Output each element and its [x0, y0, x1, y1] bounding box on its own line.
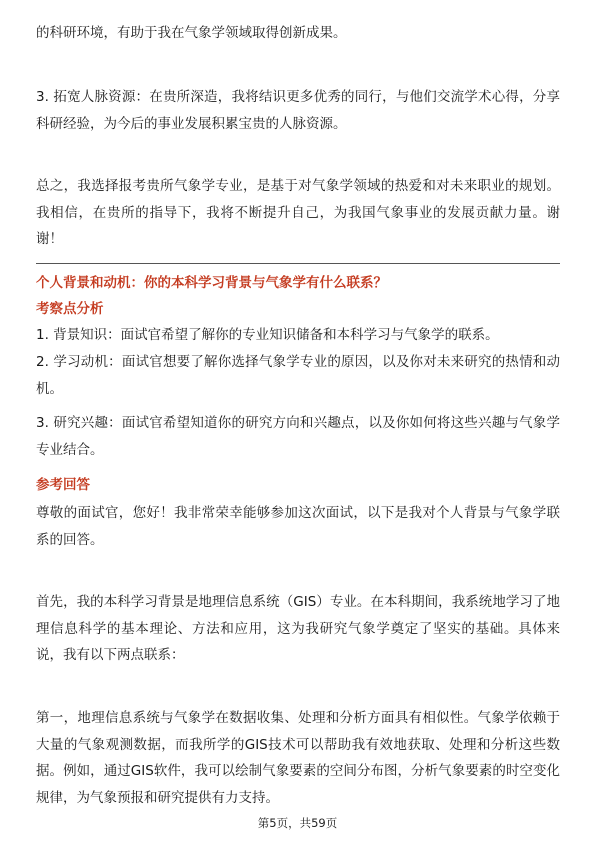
analysis-item-2: 2. 学习动机：面试官想要了解你选择气象学专业的原因，以及你对未来研究的热情和动机。: [36, 354, 560, 397]
answer-heading: 参考回答: [36, 477, 90, 493]
analysis-item-1: 1. 背景知识：面试官希望了解你的专业知识储备和本科学习与气象学的联系。: [36, 327, 499, 343]
answer-intro: 尊敬的面试官，您好！我非常荣幸能够参加这次面试，以下是我对个人背景与气象学联系的回答。: [36, 505, 560, 548]
paragraph-tail: 的科研环境，有助于我在气象学领域取得创新成果。: [36, 25, 347, 41]
analysis-heading: 考察点分析: [36, 301, 104, 317]
answer-paragraph-2: 第一，地理信息系统与气象学在数据收集、处理和分析方面具有相似性。气象学依赖于大量的气象观测数据，而我所学的GIS技术可以帮助我有效地获取、处理和分析这些数据。例如，通过GIS软件，我可以绘制气象要素的空间分布图，分析气象要素的时空变化规律，为气象预报和研究提供有力支持。: [36, 710, 560, 806]
page-number: 第5页，共59页: [257, 816, 338, 830]
analysis-item-3: 3. 研究兴趣：面试官希望知道你的研究方向和兴趣点，以及你如何将这些兴趣与气象学专业结合。: [36, 415, 560, 458]
answer-paragraph-1: 首先，我的本科学习背景是地理信息系统（GIS）专业。在本科期间，我系统地学习了地理信息科学的基本理论、方法和应用，这为我研究气象学奠定了坚实的基础。具体来说，我有以下两点联系：: [36, 594, 560, 663]
conclusion-paragraph: 总之，我选择报考贵所气象学专业，是基于对气象学领域的热爱和对未来职业的规划。我相信，在贵所的指导下，我将不断提升自己，为我国气象事业的发展贡献力量。谢谢！: [36, 178, 560, 247]
question-heading: 个人背景和动机：你的本科学习背景与气象学有什么联系？: [36, 275, 387, 291]
list-item-network: 3. 拓宽人脉资源：在贵所深造，我将结识更多优秀的同行，与他们交流学术心得，分享科研经验，为今后的事业发展积累宝贵的人脉资源。: [36, 89, 560, 132]
section-divider: [36, 263, 560, 264]
